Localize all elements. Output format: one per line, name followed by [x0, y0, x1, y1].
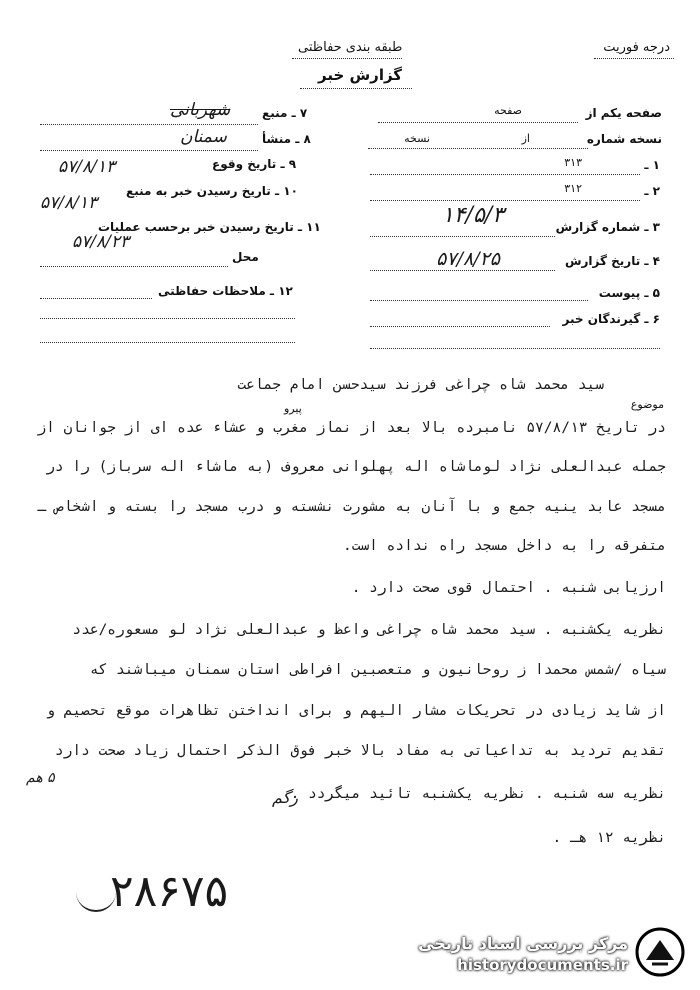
field-4-label: ۴ ـ تاریخ گزارش: [564, 254, 660, 268]
report-title: گزارش خبر: [318, 66, 403, 84]
body-line-10: نظریه سه شنبه . نظریه یکشنبه تائید میگردد .: [290, 786, 666, 802]
body-line-5: ارزیابی شنبه . احتمال قوی صحت دارد .: [351, 580, 666, 596]
body-line-7: سیاه /شمس محمدا ز روحانیون و متعصبین افراطی استان سمنان میباشند که: [89, 662, 666, 678]
field-12-line-c: [40, 342, 295, 343]
field-8-value: سمنان: [180, 127, 227, 147]
field-7-line: [40, 124, 258, 125]
field-11-label: ۱۱ ـ تاریخ رسیدن خبر برحسب عملیات: [98, 220, 321, 234]
margin-note-left: ۵ هم: [26, 770, 55, 786]
body-line-4: متفرقه را به داخل مسجد راه نداده است.: [342, 538, 666, 554]
field-12-label: ۱۲ ـ ملاحظات حفاظتی: [158, 284, 293, 298]
body-line-2: جمله عبدالعلی نژاد لوماشاه اله پهلوانی معروف (به ماشاء اله سرباز) را در: [46, 459, 666, 475]
watermark-url: historydocuments.ir: [457, 956, 628, 974]
copy-line: [368, 148, 588, 149]
field-10-value: ۵۷/۸/۱۳: [40, 193, 98, 213]
field-9-label: ۹ ـ تاریخ وقوع: [212, 157, 297, 171]
body-line-11: نظریه ۱۲ هـ .: [552, 830, 666, 846]
field-1-value: ۳۱۳: [564, 156, 582, 169]
copy-from: از: [521, 132, 530, 145]
subject-note: پیرو: [284, 402, 302, 415]
field-3-value: ۱۴/۵/۳: [441, 203, 504, 228]
archive-logo-icon: [634, 926, 686, 978]
field-2-value: ۳۱۲: [564, 182, 582, 195]
field-5-label: ۵ ـ پیوست: [598, 286, 660, 300]
field-6-line-a: [370, 326, 550, 327]
place-line: [40, 266, 228, 267]
field-3-line: [370, 236, 555, 237]
field-4-value: ۵۷/۸/۲۵: [436, 248, 500, 270]
field-5-line: [370, 300, 588, 301]
field-1-label: ۱ ـ: [644, 158, 660, 172]
field-8-label: ۸ ـ منشأ: [262, 132, 311, 146]
urgency-label: درجه فوریت: [603, 40, 670, 55]
field-7-value: شهربانی: [170, 100, 231, 120]
body-line-3: مسجد عابد ینیه جمع و با آنان به مشورت نشسته و درب مسجد را بسته و اشخاص ـ: [37, 499, 666, 515]
field-7-label: ۷ ـ منبع: [262, 106, 308, 120]
field-2-line: [370, 200, 640, 201]
field-3-label: ۳ ـ شماره گزارش: [555, 220, 660, 234]
field-11-value: ۵۷/۸/۲۳: [72, 232, 130, 252]
body-line-1: در تاریخ ۵۷/۸/۱۳ نامبرده بالا بعد از نماز مغرب و عشاء عده ای از جوانان از: [37, 420, 666, 436]
field-12-line-a: [40, 298, 152, 299]
subject-label: موضوع: [630, 398, 664, 411]
field-12-line-b: [40, 318, 295, 319]
field-6-line-b: [370, 348, 660, 349]
field-8-line: [40, 150, 258, 151]
classification-label: طبقه بندی حفاظتی: [298, 40, 403, 55]
page-label: صفحه یکم از: [585, 106, 662, 120]
field-1-line: [370, 174, 640, 175]
place-label: محل: [232, 250, 259, 264]
field-9-value: ۵۷/۸/۱۳: [58, 157, 116, 177]
urgency-line: [594, 58, 674, 59]
body-line-9: تقدیم تردید به تداعیاتی به مفاد بالا خبر فوق الذکر احتمال زیاد صحت دارد: [54, 743, 666, 759]
body-line-6: نظریه یکشنبه . سید محمد شاه چراغی واعظ و عبدالعلی نژاد لو مسعوره/عدد: [72, 622, 666, 638]
field-10-label: ۱۰ ـ تاریخ رسیدن خبر به منبع: [126, 184, 298, 198]
body-line-8: از شاید زیادی در تحریکات مشار الیهم و برای انداختن تظاهرات موقع تحصیم و: [46, 703, 666, 719]
file-number: ۲۸۶۷۵: [110, 866, 229, 917]
subject-text: سید محمد شاه چراغی فرزند سیدحسن امام جماعت: [237, 377, 604, 393]
classification-line: [292, 58, 402, 59]
watermark-fa: مرکز بررسی اسناد تاریخی: [418, 934, 628, 953]
field-4-line: [370, 270, 555, 271]
page-line: [378, 122, 578, 123]
copy-value: نسخه: [404, 132, 430, 145]
title-line: [300, 88, 412, 89]
copy-label: نسخه شماره: [586, 132, 662, 146]
signature-mark: رگم: [272, 788, 298, 807]
page-value: صفحه: [494, 104, 522, 117]
field-6-label: ۶ ـ گیرندگان خبر: [562, 312, 660, 326]
field-2-label: ۲ ـ: [644, 184, 660, 198]
